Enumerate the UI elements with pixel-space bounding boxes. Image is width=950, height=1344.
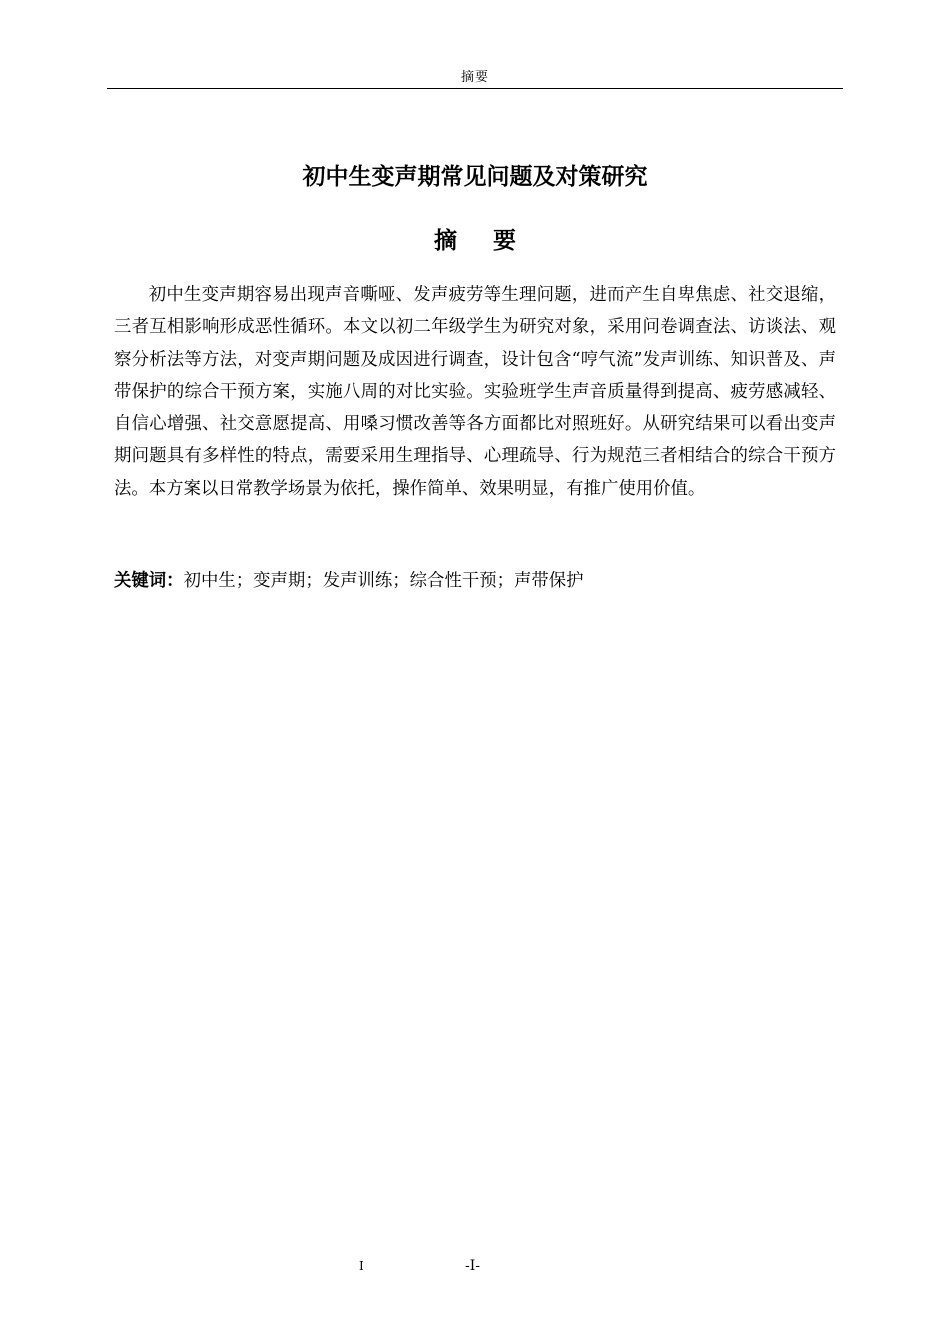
footer-mark: I [359,1259,364,1273]
abstract-heading: 摘要 [434,228,552,254]
running-header: 摘要 [460,70,489,85]
abstract-paragraph: 初中生变声期容易出现声音嘶哑、发声疲劳等生理问题，进而产生自卑焦虑、社交退缩，三者互相影响形成恶性循环。本文以初二年级学生为研究对象，采用问卷调查法、访谈法、观察分析法等方法，对变声期问题及成因进行调查，设计包含“哼气流”发声训练、知识普及、声带保护的综合干预方案，实施八周的对比实验。实验班学生声音质量得到提高、疲劳感减轻、自信心增强、社交意愿提高、用嗓习惯改善等各方面都比对照班好。从研究结果可以看出变声期问题具有多样性的特点，需要采用生理指导、心理疏导、行为规范三者相结合的综合干预方法。本方案以日常教学场景为依托，操作简单、效果明显，有推广使用价值。 [114,285,836,499]
document-title: 初中生变声期常见问题及对策研究 [302,164,648,190]
keywords-label: 关键词： [114,571,184,591]
keywords-line [114,565,836,597]
page-number: -I- [465,1258,480,1274]
keywords-value: 初中生；变声期；发声训练；综合性干预；声带保护 [183,571,584,591]
header-divider [107,88,843,89]
